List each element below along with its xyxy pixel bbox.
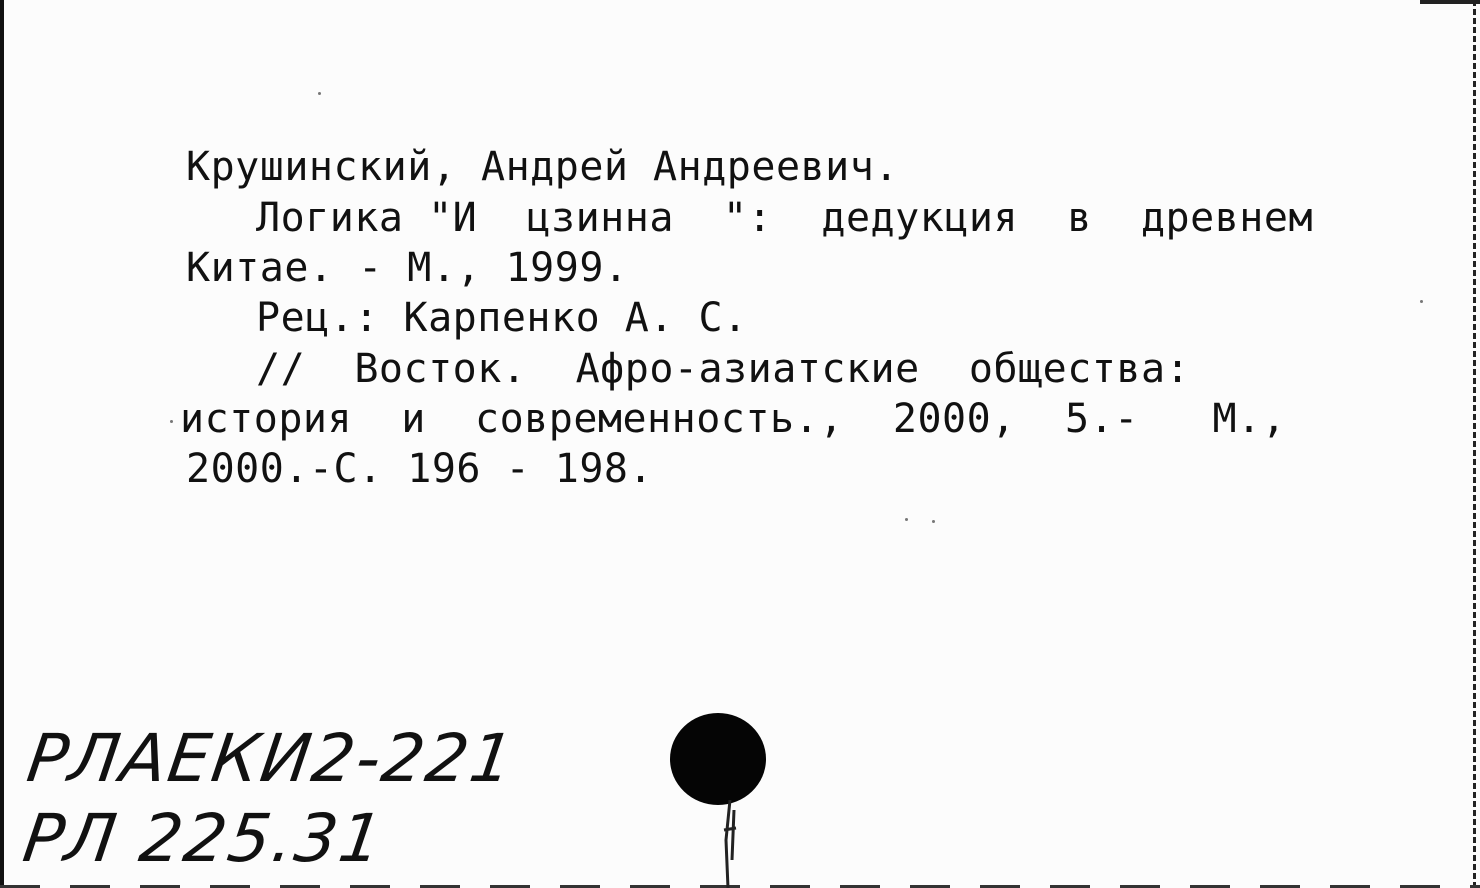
ink-speck (1420, 300, 1423, 303)
ink-speck (170, 420, 173, 423)
card-right-edge (1473, 0, 1476, 888)
handwritten-shelf-code-1: РЛАЕКИ2-221 (22, 720, 520, 797)
card-top-edge (1420, 0, 1480, 4)
ink-speck (318, 92, 321, 95)
source-line-1: // Восток. Афро-азиатские общества: (256, 346, 1191, 392)
source-line-3: 2000.-С. 196 - 198. (186, 446, 654, 492)
handwritten-shelf-code-2: РЛ 225.31 (18, 800, 389, 877)
card-left-edge (0, 0, 4, 888)
review-line: Рец.: Карпенко А. С. (256, 295, 748, 341)
ink-speck (905, 518, 908, 521)
ink-speck (932, 520, 935, 523)
title-line-1: Логика "И цзинна ": дедукция в древнем (256, 195, 1314, 241)
author-line: Крушинский, Андрей Андреевич. (186, 144, 899, 190)
punch-hole-tear (716, 800, 744, 888)
source-line-2: история и современность., 2000, 5.- М., (180, 396, 1287, 442)
punch-hole (670, 713, 766, 805)
title-line-2: Китае. - М., 1999. (186, 245, 629, 291)
